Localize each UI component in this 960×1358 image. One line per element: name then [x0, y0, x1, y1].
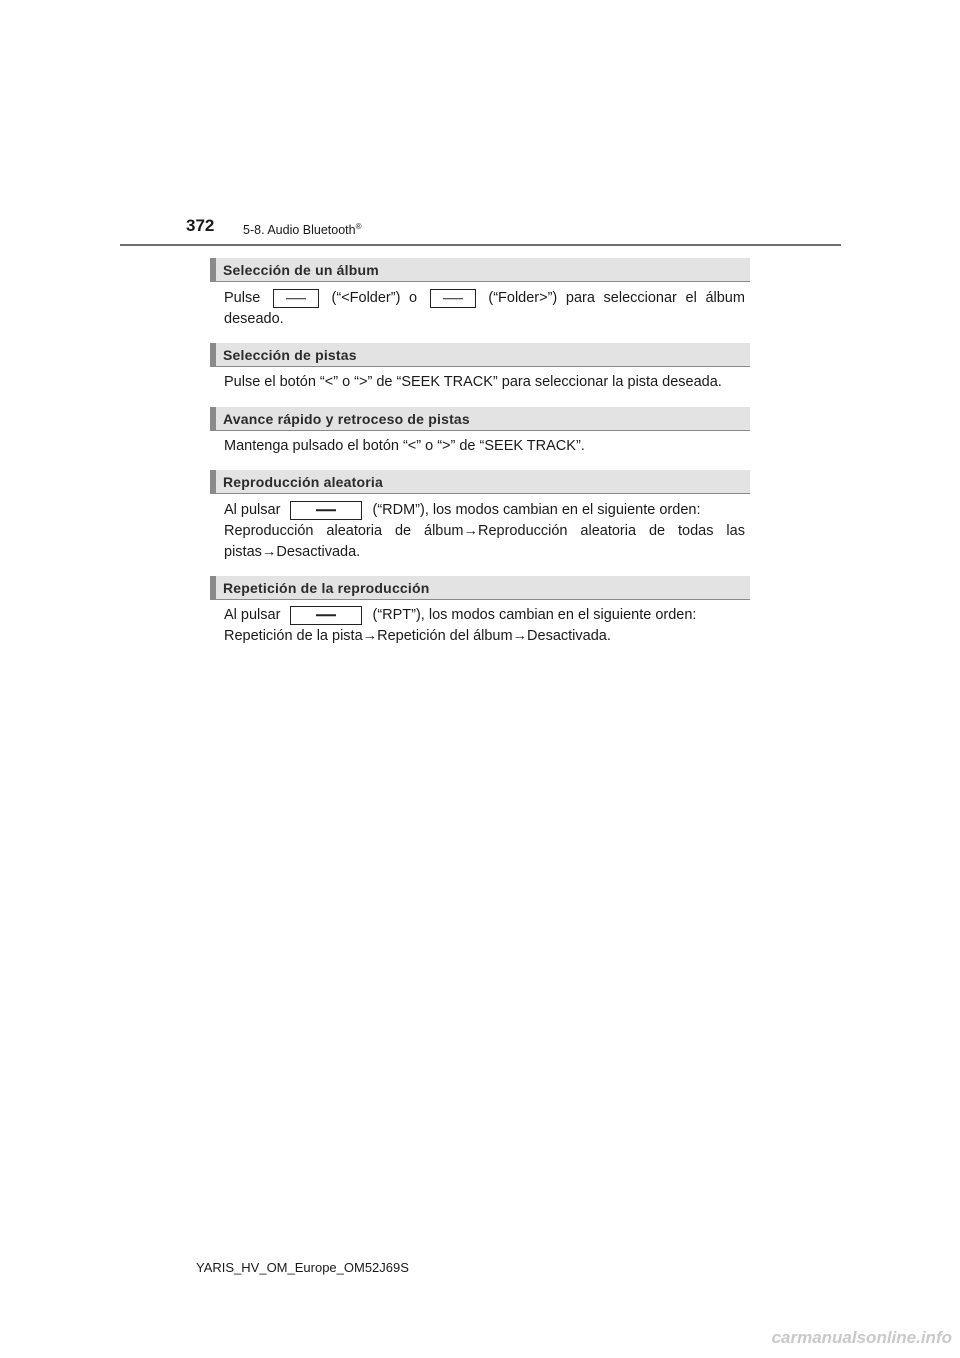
word: Al pulsar [224, 607, 281, 623]
para-random-playback [224, 500, 745, 563]
para-repeat-playback [224, 605, 745, 647]
para-line [224, 605, 745, 626]
section-title: 5-8. Audio Bluetooth [243, 223, 356, 238]
rdm-button-icon [290, 501, 362, 520]
word: para [565, 290, 595, 306]
registered-mark: ® [355, 222, 362, 231]
heading-album-selection: Selección de un álbum [210, 258, 750, 282]
word: aleatoria [580, 523, 637, 539]
folder-down-button-icon [273, 289, 319, 308]
page-number: 372 [186, 216, 215, 235]
para-line [224, 521, 745, 542]
para-line: Mantenga pulsado el botón “<” o “>” de “SEEK TRACK”. [224, 438, 585, 454]
para-track-selection [224, 372, 745, 393]
word: Pulse [224, 290, 261, 306]
para-line: Pulse el botón “<” o “>” de “SEEK TRACK” para seleccionar la pista deseada. [224, 374, 722, 390]
heading-random-playback: Reproducción aleatoria [210, 470, 750, 494]
word: aleatoria [326, 523, 383, 539]
watermark-link[interactable]: carmanualsonline.info [771, 1328, 952, 1347]
para-line: deseado. [224, 311, 284, 327]
footer-doc-code: YARIS_HV_OM_Europe_OM52J69S [196, 1260, 409, 1275]
word: Al pulsar [224, 502, 281, 518]
heading-repeat-playback: Repetición de la reproducción [210, 576, 750, 600]
word: (“RDM”), los modos cambian en el siguiente orden: [372, 502, 701, 518]
para-album-selection [224, 288, 745, 330]
section-header [243, 222, 362, 237]
word: el [685, 290, 697, 306]
word: de [648, 523, 666, 539]
heading-track-selection: Selección de pistas [210, 343, 750, 367]
word: seleccionar [603, 290, 677, 306]
word: de [394, 523, 412, 539]
para-fast-forward-rewind [224, 436, 745, 457]
word: (“RPT”), los modos cambian en el siguiente orden: [372, 607, 697, 623]
word: (“<Folder”) [331, 290, 401, 306]
word: (“Folder>”) [488, 290, 558, 306]
word: todas [678, 523, 714, 539]
para-line: pistas→Desactivada. [224, 544, 361, 560]
word: álbum [705, 290, 745, 306]
heading-fast-forward-rewind: Avance rápido y retroceso de pistas [210, 407, 750, 431]
header-rule [120, 244, 841, 246]
para-line: Repetición de la pista→Repetición del álbum→Desactivada. [224, 628, 611, 644]
rpt-button-icon [290, 606, 362, 625]
para-line [224, 500, 745, 521]
word: las [726, 523, 745, 539]
word: álbum→Reproducción [424, 523, 568, 539]
para-line [224, 288, 745, 309]
word: Reproducción [224, 523, 314, 539]
word: o [409, 290, 418, 306]
folder-up-button-icon [430, 289, 476, 308]
